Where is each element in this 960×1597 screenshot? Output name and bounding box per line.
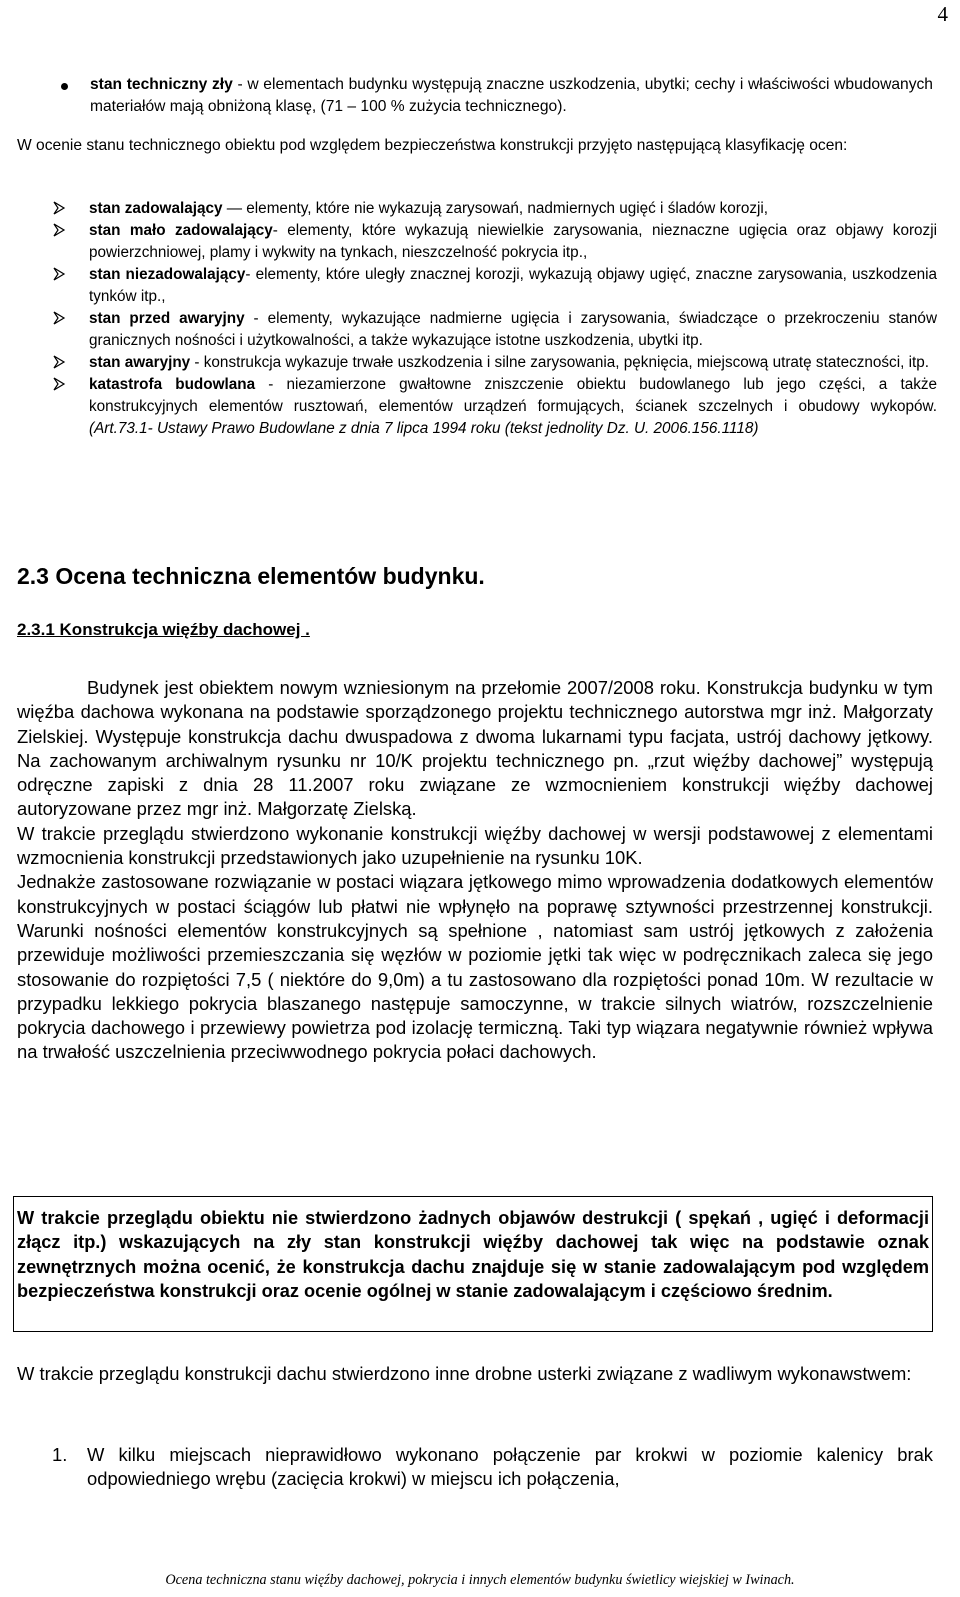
arrow-bullet-icon [52, 267, 66, 281]
list-item [17, 220, 937, 264]
state-desc: - konstrukcja wykazuje trwałe uszkodzenia i silne zarysowania, pęknięcia, miejscową utratę stateczności, itp. [190, 354, 930, 371]
paragraph: W trakcie przeglądu stwierdzono wykonanie konstrukcji więźby dachowej w wersji podstawowej z elementami wzmocnienia konstrukcji przedstawionych jako uzupełnienie na rysunku 10K. [17, 822, 933, 869]
list-item [17, 374, 937, 440]
arrow-bullet-icon [52, 355, 66, 369]
list-item [17, 308, 937, 352]
subsection-heading: 2.3.1 Konstrukcja więźby dachowej . [17, 620, 310, 639]
arrow-bullet-icon [52, 201, 66, 215]
bullet-item-poor-condition [63, 74, 933, 118]
state-desc: - elementy, które uległy znacznej korozji, wykazują objawy ugięć, znaczne zarysowania, uszkodzenia tynków itp., [89, 266, 937, 305]
paragraph: Jednakże zastosowane rozwiązanie w postaci wiązara jętkowego mimo wprowadzenia dodatkowych elementów konstrukcyjnych w postaci ściągów lub płatwi nie wpłynęło na poprawę sztywności przestrzennej konstrukcji. Warunki nośności elementów konstrukcyjnych są spełnione , natomiast sam ustrój jętkowych z założenia przewiduje możliwości przemieszczania się węzłów w poziomie jętki tak więc w podręcznikach zaleca się jego stosowanie do rozpiętości 7,5 ( niektóre do 9,0m) a tu zastosowano dla rozpiętości ponad 10m. W rezultacie w przypadku lekkiego pokrycia blaszanego następuje samoczynne, w trakcie silnych wiatrów, rozszczelnienie pokrycia dachowego i przewiewy powietrza pod izolację termiczną. Taki typ wiązara negatywnie również wpływa na trwałość uszczelnienia przeciwwodnego pokrycia połaci dachowych. [17, 871, 933, 1063]
state-term: stan awaryjny [89, 354, 191, 371]
state-desc: - niezamierzone gwałtowne zniszczenie obiektu budowlanego lub jego części, a także konstrukcyjnych elementów rusztowań, elementów urządzeń formujących, ścianek szczelnych i obudowy wykopów. [89, 376, 938, 415]
condition-states-list [17, 198, 937, 440]
list-item [17, 264, 937, 308]
classification-intro: W ocenie stanu technicznego obiektu pod względem bezpieczeństwa konstrukcji przyjęto następującą klasyfikację ocen: [17, 137, 848, 154]
body-text [17, 676, 933, 1065]
section-heading: 2.3 Ocena techniczna elementów budynku. [17, 563, 485, 589]
list-item [17, 352, 937, 374]
page-footer: Ocena techniczna stanu więźby dachowej, pokrycia i innych elementów budynku świetlicy wiejskiej w Iwinach. [165, 1572, 795, 1588]
conclusion-text: W trakcie przeglądu obiektu nie stwierdzono żadnych objawów destrukcji ( spękań , ugięć i deformacji złącz itp.) wskazujących na zły stan konstrukcji więźby dachowej tak więc na podstawie oznak zewnętrznych można ocenić, że konstrukcja dachu znajduje się w stanie zadowalającym pod względem bezpieczeństwa konstrukcji oraz ocenie ogólnej w stanie zadowalającym i częściowo średnim. [17, 1208, 929, 1302]
arrow-bullet-icon [52, 223, 66, 237]
state-desc: - elementy, wykazujące nadmierne ugięcia i zarysowania, świadczące o przekroczeniu stanów granicznych nośności i użytkowalności, a także wykazujące istotne uszkodzenia, ubytki itp. [89, 310, 937, 349]
list-item-text: W kilku miejscach nieprawidłowo wykonano połączenie par krokwi w poziomie kalenicy brak odpowiedniego wrębu (zacięcia krokwi) w miejscu ich połączenia, [87, 1444, 933, 1490]
state-term: katastrofa budowlana [89, 376, 256, 393]
state-term: stan zadowalający [89, 200, 223, 217]
list-item [17, 1443, 933, 1492]
paragraph: W trakcie przeglądu konstrukcji dachu stwierdzono inne drobne usterki związane z wadliwym wykonawstwem: [17, 1363, 912, 1384]
bullet-bold-term: stan techniczny zły [90, 76, 233, 93]
page-number: 4 [937, 2, 948, 26]
arrow-bullet-icon [52, 311, 66, 325]
list-item [17, 198, 937, 220]
bullet-text: - w elementach budynku występują znaczne uszkodzenia, ubytki; cechy i właściwości wbudowanych materiałów mają obniżoną klasę, (71 – 100 % zużycia technicznego). [90, 76, 933, 115]
paragraph: Budynek jest obiektem nowym wzniesionym na przełomie 2007/2008 roku. Konstrukcja budynku w tym więźba dachowa wykonana na podstawie sporządzonego projektu technicznego autorstwa mgr inż. Małgorzaty Zielskiej. Występuje konstrukcja dachu dwuspadowa z dwoma lukarnami typu facjata, ustrój dachowy jętkowy. Na zachowanym archiwalnym rysunku nr 10/K projektu technicznego pn. „rzut więźby dachowej” występują odręczne zapiski z dnia 28 11.2007 roku związane ze wzmocnieniem konstrukcji więźby dachowej autoryzowane przez mgr inż. Małgorzatę Zielską. [17, 677, 933, 820]
legal-citation: (Art.73.1- Ustawy Prawo Budowlane z dnia 7 lipca 1994 roku (tekst jednolity Dz. U. 2006.156.1118) [89, 420, 759, 437]
state-desc: — elementy, które nie wykazują zarysowań, nadmiernych ugięć i śladów korozji, [222, 200, 769, 217]
state-desc: - elementy, które wykazują niewielkie zarysowania, nieznaczne ugięcia oraz objawy korozji powierzchniowej, plamy i wykwity na tynkach, nieszczelność pokrycia itp., [89, 222, 938, 261]
list-number: 1. [52, 1444, 68, 1465]
bullet-dot-icon [61, 83, 68, 90]
defects-list [17, 1443, 933, 1492]
state-term: stan przed awaryjny [89, 310, 245, 327]
state-term: stan mało zadowalający [89, 222, 273, 239]
arrow-bullet-icon [52, 377, 66, 391]
state-term: stan niezadowalający [89, 266, 246, 283]
